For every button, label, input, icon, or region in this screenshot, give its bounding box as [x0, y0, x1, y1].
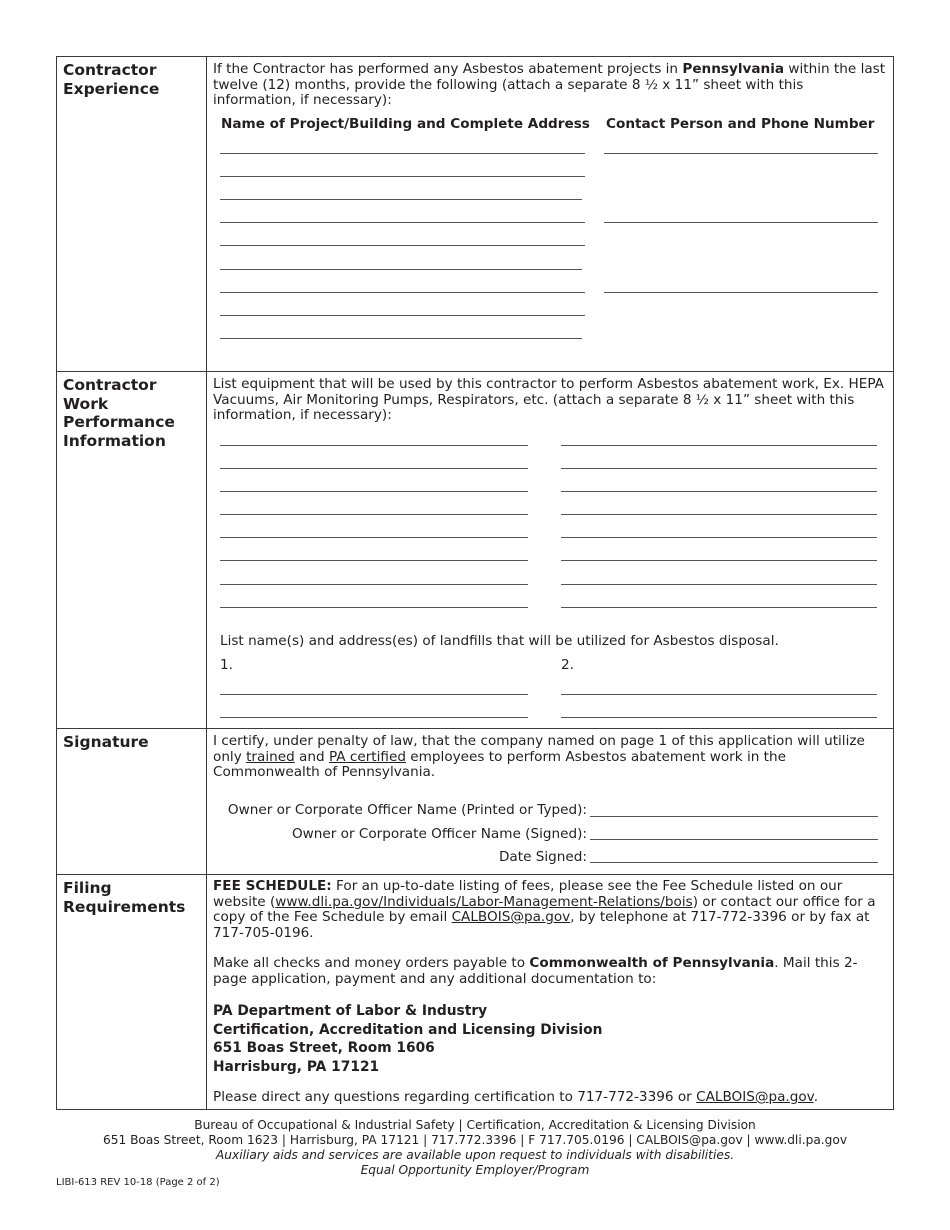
- printed-name-label: Owner or Corporate Officer Name (Printed or Typed):: [227, 802, 587, 818]
- fee-schedule-link[interactable]: www.dli.pa.gov/Individuals/Labor-Management-Relations/bois: [275, 893, 693, 910]
- experience-intro: If the Contractor has performed any Asbestos abatement projects in Pennsylvania within the last twelve (12) months, provide the following (attach a separate 8 ½ x 11” sheet with this information, if necessary):: [213, 61, 886, 109]
- fee-schedule-paragraph: FEE SCHEDULE: For an up-to-date listing of fees, please see the Fee Schedule listed on our website (www.dli.pa.gov/Individuals/Labor-Management-Relations/bois) or contact our office for a copy of the Fee Schedule by email CALBOIS@pa.gov, by telephone at 717-772-3396 or by fax at 717-705-0196.: [213, 878, 876, 941]
- date-signed-label: Date Signed:: [498, 849, 587, 865]
- filing-requirements-label: Filing Requirements: [63, 879, 186, 916]
- signature-label: Signature: [63, 733, 149, 751]
- printed-name-field[interactable]: [590, 816, 878, 817]
- column-divider: [206, 57, 207, 1109]
- signed-name-label: Owner or Corporate Officer Name (Signed):: [291, 826, 587, 842]
- landfill-instructions: List name(s) and address(es) of landfills that will be utilized for Asbestos disposal.: [220, 633, 779, 649]
- footer-equal-opportunity-line: Equal Opportunity Employer/Program: [360, 1163, 590, 1177]
- row-divider: [57, 728, 893, 729]
- contractor-experience-label: Contractor Experience: [63, 61, 160, 98]
- contact-column-header: Contact Person and Phone Number: [606, 116, 875, 132]
- landfill-number-1: 1.: [220, 657, 233, 673]
- date-signed-field[interactable]: [590, 862, 878, 863]
- signed-name-field[interactable]: [590, 839, 878, 840]
- payment-instructions: Make all checks and money orders payable to Commonwealth of Pennsylvania. Mail this 2-page application, payment and any additional documentation to:: [213, 955, 858, 987]
- row-divider: [57, 371, 893, 372]
- footer-address-line: 651 Boas Street, Room 1623 | Harrisburg, PA 17121 | 717.772.3396 | F 717.705.0196 | CALBOIS@pa.gov | www.dli.pa.gov: [102, 1133, 848, 1147]
- questions-email-link[interactable]: CALBOIS@pa.gov: [696, 1089, 814, 1105]
- landfill-number-2: 2.: [561, 657, 574, 673]
- project-column-header: Name of Project/Building and Complete Address: [221, 116, 590, 132]
- footer-bureau-line: Bureau of Occupational & Industrial Safety | Certification, Accreditation & Licensing Division: [194, 1118, 756, 1132]
- mailing-address: PA Department of Labor & Industry Certification, Accreditation and Licensing Division 651 Boas Street, Room 1606 Harrisburg, PA 17121: [213, 1003, 603, 1075]
- fee-email-link[interactable]: CALBOIS@pa.gov: [451, 909, 571, 926]
- footer-accessibility-line: Auxiliary aids and services are available upon request to individuals with disabilities.: [215, 1148, 735, 1162]
- equipment-instructions: List equipment that will be used by this contractor to perform Asbestos abatement work, Ex. HEPA Vacuums, Air Monitoring Pumps, Respirators, etc. (attach a separate 8 ½ x 11” sheet with this information, if necessary):: [213, 376, 884, 424]
- work-performance-label: Contractor Work Performance Information: [63, 376, 175, 450]
- application-form-table: [56, 56, 894, 1110]
- form-code: LIBI-613 REV 10-18 (Page 2 of 2): [56, 1177, 220, 1188]
- row-divider: [57, 874, 893, 875]
- questions-contact: Please direct any questions regarding certification to 717-772-3396 or CALBOIS@pa.gov.: [213, 1089, 819, 1105]
- certification-statement: I certify, under penalty of law, that the company named on page 1 of this application will utilize only trained and PA certified employees to perform Asbestos abatement work in the Commonwealth of Pennsylvania.: [213, 733, 865, 781]
